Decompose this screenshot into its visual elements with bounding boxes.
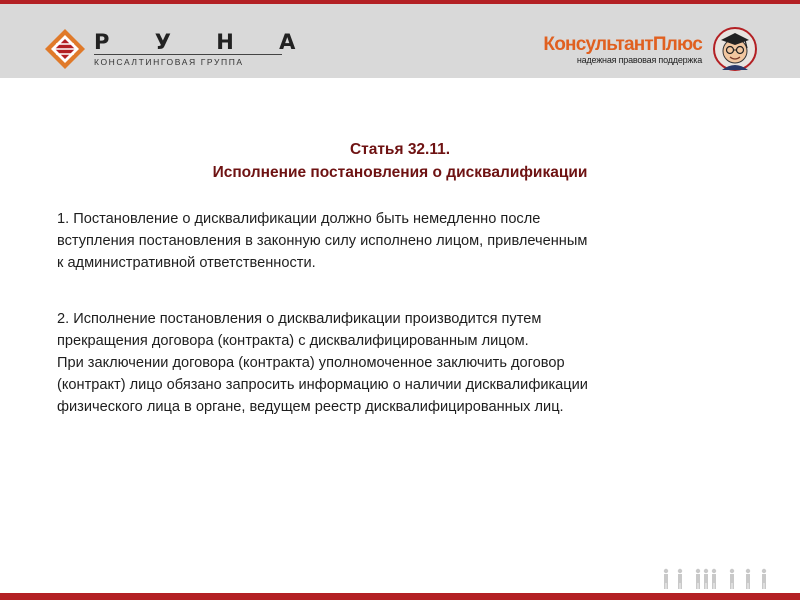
paragraph-line: 1. Постановление о дисквалификации должно быть немедленно после: [57, 211, 541, 227]
runa-diamond-logo-icon: [44, 28, 86, 70]
consultantplus-logo: [543, 26, 762, 76]
paragraph-line: прекращения договора (контракта) с дисквалифицированным лицом.: [57, 333, 529, 349]
bottom-border: [0, 593, 800, 600]
runa-logo-tagline: КОНСАЛТИНГОВАЯ ГРУППА: [94, 57, 244, 67]
walking-figures-icon: [660, 568, 772, 590]
paragraph-2: [57, 308, 717, 418]
runa-logo-divider: [94, 54, 282, 55]
professor-mascot-icon: [712, 26, 758, 72]
paragraph-line: к административной ответственности.: [57, 255, 316, 271]
paragraph-line: 2. Исполнение постановления о дисквалификации производится путем: [57, 311, 542, 327]
runa-logo: [44, 28, 315, 72]
consultantplus-logo-tagline: надежная правовая поддержка: [576, 55, 702, 65]
article-heading: Исполнение постановления о дисквалификации: [212, 164, 588, 181]
paragraph-line: физического лица в органе, ведущем реестр дисквалифицированных лиц.: [57, 399, 564, 415]
paragraph-line: вступления постановления в законную силу исполнено лицом, привлеченным: [57, 233, 588, 249]
header-bar: [0, 4, 800, 78]
consultantplus-logo-name: КонсультантПлюс: [543, 34, 702, 55]
article-title: [100, 138, 700, 184]
paragraph-1: [57, 208, 717, 274]
paragraph-line: (контракт) лицо обязано запросить информацию о наличии дисквалификации: [57, 377, 588, 393]
paragraph-line: При заключении договора (контракта) уполномоченное заключить договор: [57, 355, 565, 371]
runa-logo-name: Р У Н А: [94, 30, 315, 54]
article-number: Статья 32.11.: [349, 141, 451, 158]
